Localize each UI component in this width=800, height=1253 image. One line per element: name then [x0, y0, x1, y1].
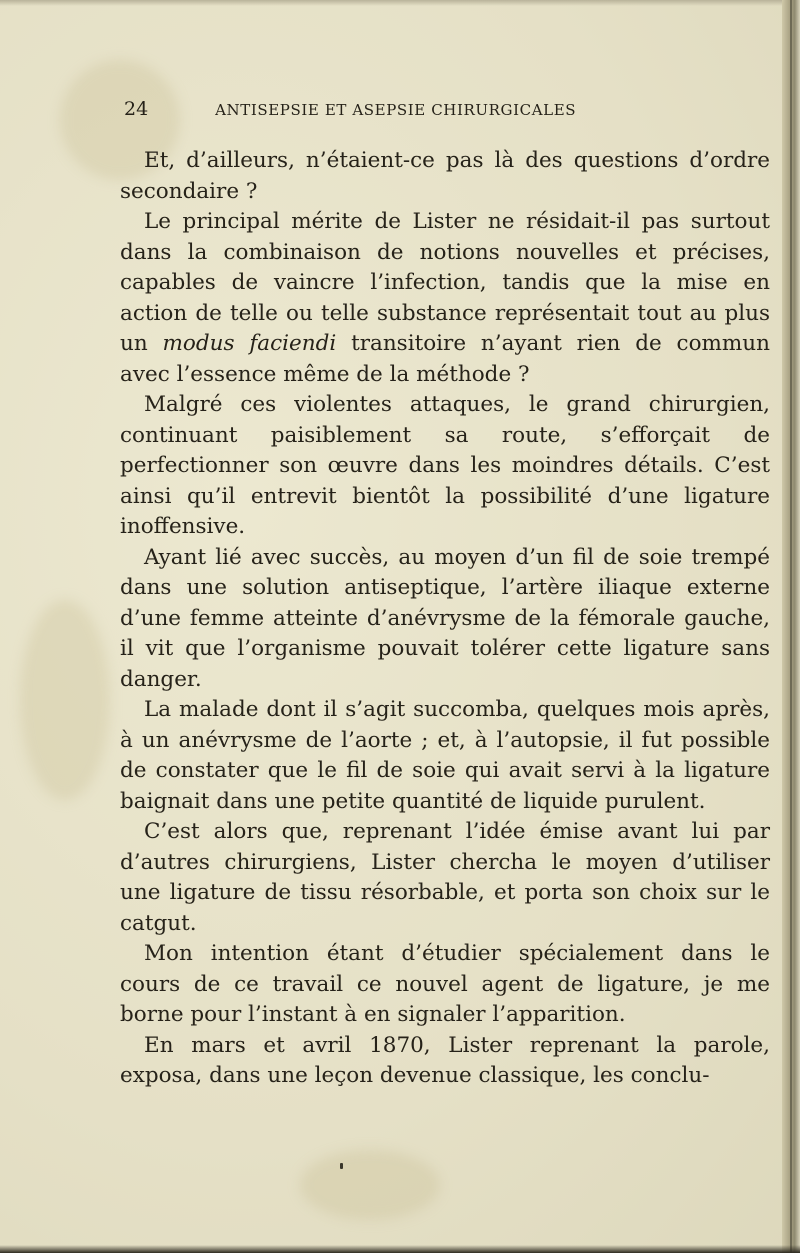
- page-bottom-edge: [0, 1245, 800, 1253]
- paragraph: Malgré ces violentes attaques, le grand chirurgien, continuant paisiblement sa route, s’efforçait de perfectionner son œuvre dans les moindres détails. C’est ainsi qu’il entrevit bientôt la possibilité d’une ligature inoffensive.: [120, 392, 770, 539]
- page-right-edge: [782, 0, 800, 1253]
- paragraph-text: transitoire n’ayant rien de commun avec l’essence même de la méthode ?: [120, 331, 770, 387]
- running-head: ANTISEPSIE ET ASEPSIE CHIRURGICALES: [215, 101, 577, 119]
- page-top-shadow: [0, 0, 800, 6]
- paragraph-text: Le principal mérite de Lister ne résidait-il pas surtout dans la combinaison de notions nouvelles et précises, capables de vaincre l’infection, tandis que la mise en action de telle ou telle substance représentait tout au plus un: [120, 209, 770, 356]
- paragraph: Mon intention étant d’étudier spécialement dans le cours de ce travail ce nouvel agent de ligature, je me borne pour l’instant à en signaler l’apparition.: [120, 941, 770, 1027]
- paper-stain: [300, 1150, 440, 1220]
- ink-speck: [340, 1163, 343, 1169]
- paragraph: Ayant lié avec succès, au moyen d’un fil de soie trempé dans une solution antiseptique, l’artère iliaque externe d’une femme atteinte d’anévrysme de la fémorale gauche, il vit que l’organisme pouvait tolérer cette ligature sans danger.: [120, 544, 770, 692]
- page-number: 24: [124, 98, 149, 120]
- body-text: [120, 146, 770, 1092]
- paragraph: [120, 207, 770, 390]
- paper-stain: [20, 600, 110, 800]
- paragraph: En mars et avril 1870, Lister reprenant la parole, exposa, dans une leçon devenue classique, les conclu-: [120, 1032, 770, 1088]
- paragraph: C’est alors que, reprenant l’idée émise avant lui par d’autres chirurgiens, Lister chercha le moyen d’utiliser une ligature de tissu résorbable, et porta son choix sur le catgut.: [120, 819, 770, 936]
- italic-phrase: modus faciendi: [162, 331, 337, 356]
- paragraph: La malade dont il s’agit succomba, quelques mois après, à un anévrysme de l’aorte ; et, à l’autopsie, il fut possible de constater que le fil de soie qui avait servi à la ligature baignait dans une petite quantité de liquide purulent.: [120, 697, 770, 814]
- paragraph: Et, d’ailleurs, n’étaient-ce pas là des questions d’ordre secondaire ?: [120, 148, 770, 204]
- page-header: [124, 98, 724, 124]
